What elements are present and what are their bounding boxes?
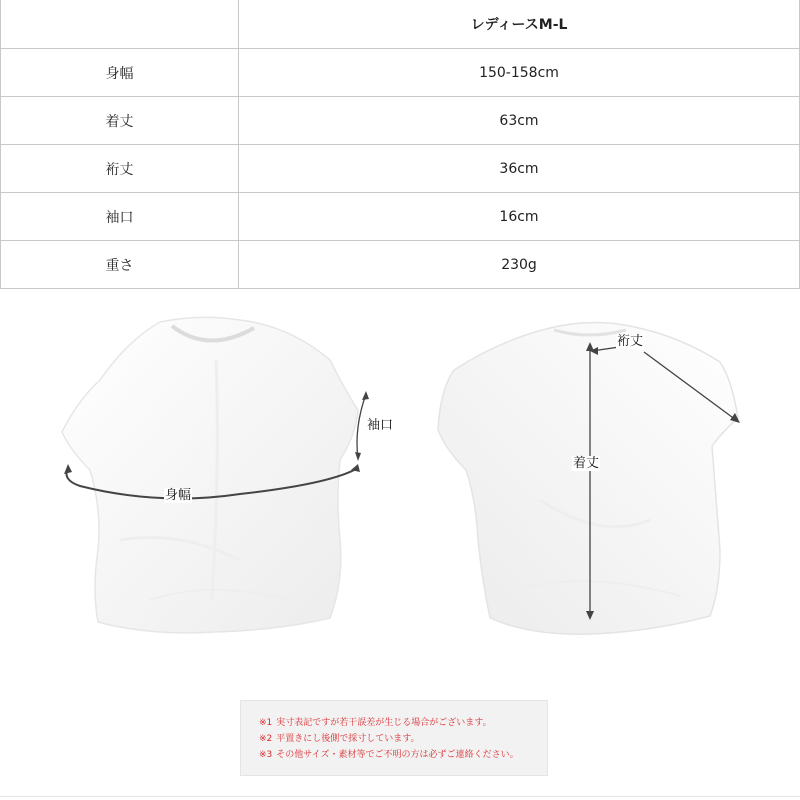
row-value: 16cm bbox=[239, 193, 800, 241]
cuff-arrow-icon bbox=[362, 391, 369, 400]
front-shirt-photo bbox=[40, 300, 400, 650]
header-label-cell bbox=[1, 0, 239, 49]
note-line bbox=[259, 715, 547, 731]
row-label: 着丈 bbox=[1, 97, 239, 145]
row-label: 重さ bbox=[1, 241, 239, 289]
row-value: 36cm bbox=[239, 145, 800, 193]
body-length-label: 着丈 bbox=[573, 456, 600, 471]
sleeve-length-label: 裄丈 bbox=[617, 334, 644, 349]
table-row bbox=[1, 145, 800, 193]
table-row bbox=[1, 193, 800, 241]
back-shirt-illustration bbox=[420, 300, 780, 650]
table-row bbox=[1, 241, 800, 289]
cuff-arrow-icon bbox=[355, 452, 361, 461]
table-header-row bbox=[1, 0, 800, 49]
size-table bbox=[0, 0, 800, 289]
row-label: 袖口 bbox=[1, 193, 239, 241]
front-shirt-illustration bbox=[40, 300, 400, 650]
header-size-cell: レディースM-L bbox=[239, 0, 800, 49]
front-shirt-body bbox=[62, 317, 358, 632]
width-arrow-icon bbox=[64, 464, 72, 474]
table-row bbox=[1, 97, 800, 145]
note-text: 平置きにし後側で採寸しています。 bbox=[276, 734, 420, 744]
row-label: 身幅 bbox=[1, 49, 239, 97]
back-shirt-body bbox=[438, 322, 738, 634]
row-value: 230g bbox=[239, 241, 800, 289]
note-mark: ※1 bbox=[259, 718, 273, 728]
cuff-measure-line bbox=[357, 394, 366, 458]
width-label: 身幅 bbox=[165, 488, 192, 503]
cuff-label: 袖口 bbox=[367, 418, 394, 433]
note-line bbox=[259, 747, 547, 763]
note-text: その他サイズ・素材等でご不明の方は必ずご連絡ください。 bbox=[276, 750, 519, 760]
back-shirt-photo bbox=[420, 300, 780, 650]
note-text: 実寸表記ですが若干誤差が生じる場合がございます。 bbox=[276, 718, 492, 728]
table-row bbox=[1, 49, 800, 97]
row-value: 63cm bbox=[239, 97, 800, 145]
bottom-divider bbox=[0, 796, 800, 797]
note-mark: ※2 bbox=[259, 734, 273, 744]
row-value: 150-158cm bbox=[239, 49, 800, 97]
note-line bbox=[259, 731, 547, 747]
notes-box bbox=[240, 700, 548, 776]
row-label: 裄丈 bbox=[1, 145, 239, 193]
note-mark: ※3 bbox=[259, 750, 273, 760]
